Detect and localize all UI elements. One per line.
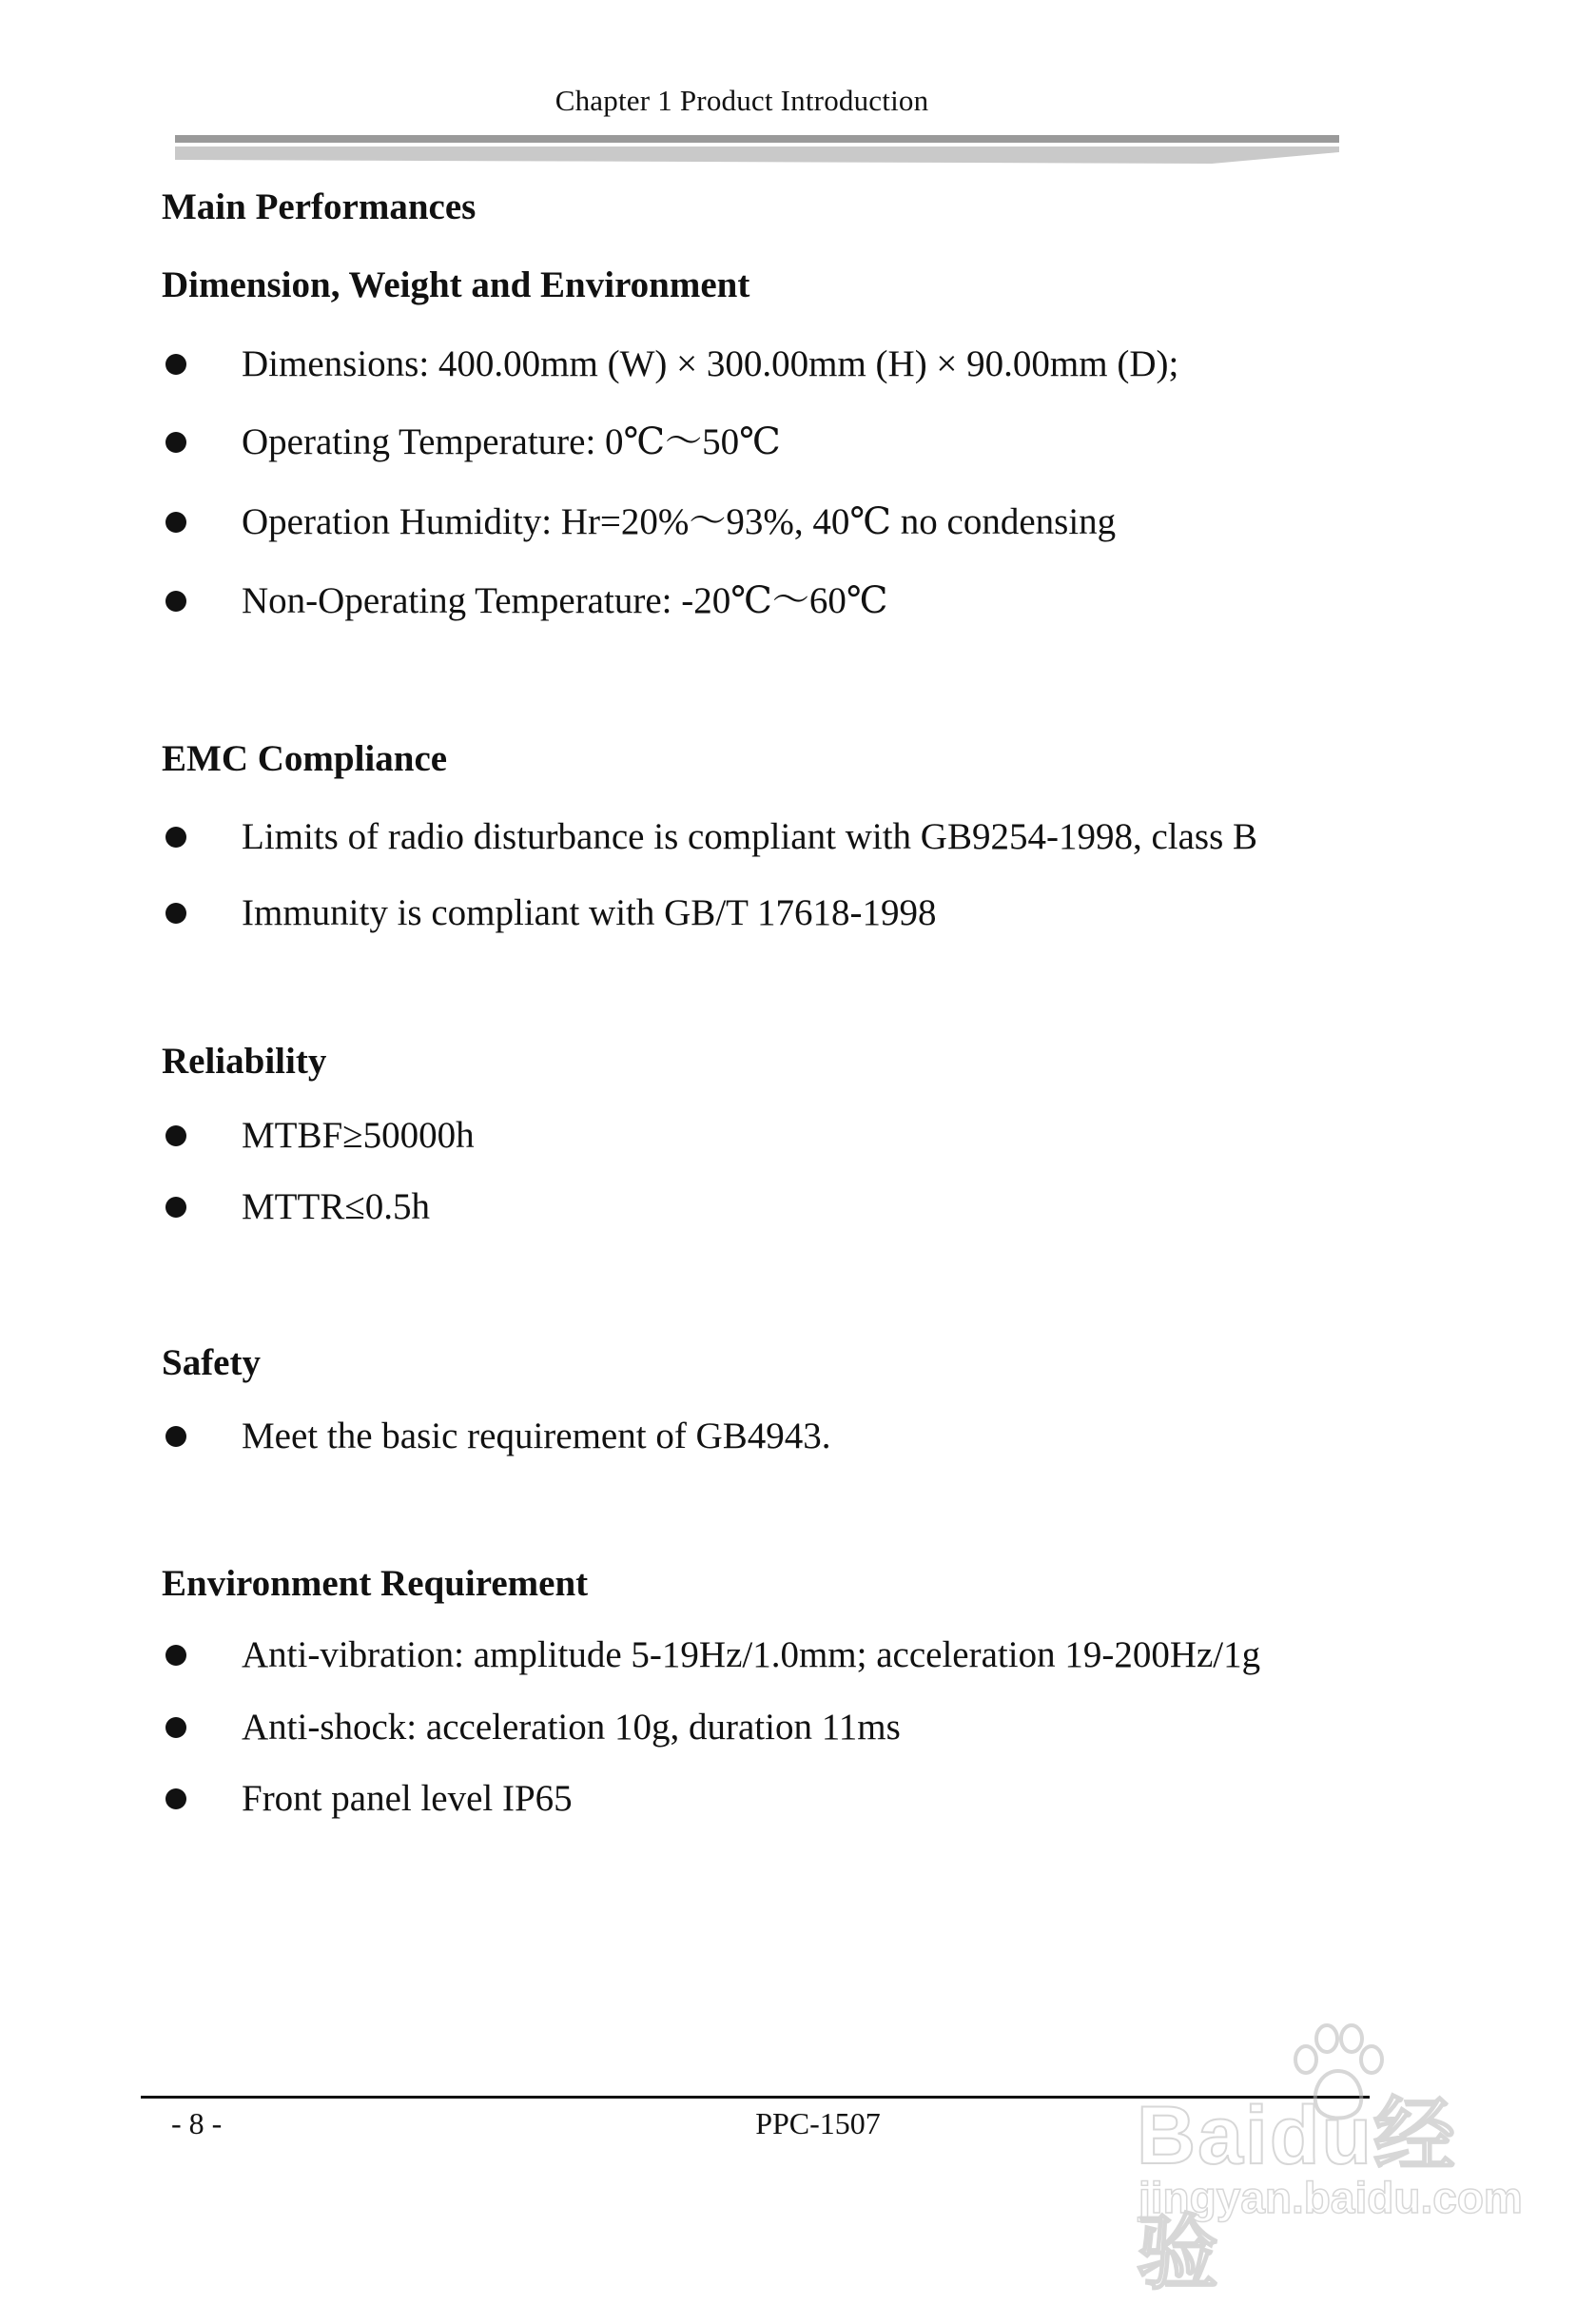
chapter-header: Chapter 1 Product Introduction <box>555 84 929 117</box>
bullet-icon <box>165 432 186 453</box>
section-dimension-list <box>162 343 1398 622</box>
bullet-icon <box>165 1645 186 1666</box>
baidu-watermark <box>1137 2022 1523 2299</box>
list-item: Operating Temperature: 0℃～50℃ <box>162 421 1398 463</box>
watermark-logo-text: Baidu经验 <box>1137 2090 1457 2299</box>
bullet-icon <box>165 1197 186 1218</box>
bullet-icon <box>165 354 186 375</box>
section-safety-title: Safety <box>162 1342 261 1383</box>
section-dimension-title: Dimension, Weight and Environment <box>162 264 750 305</box>
bullet-icon <box>165 827 186 848</box>
list-item: Non-Operating Temperature: -20℃～60℃ <box>162 580 1398 622</box>
section-safety-list <box>162 1416 1398 1457</box>
section-reliability-title: Reliability <box>162 1041 327 1082</box>
page-number: - 8 - <box>171 2106 223 2140</box>
page-title: Main Performances <box>162 186 477 227</box>
document-body <box>162 181 1398 1820</box>
list-item: Dimensions: 400.00mm (W) × 300.00mm (H) × 90.00mm (D); <box>162 343 1398 385</box>
list-item: MTTR≤0.5h <box>162 1186 1398 1228</box>
list-item: Anti-shock: acceleration 10g, duration 11ms <box>162 1707 1398 1748</box>
section-environment-title: Environment Requirement <box>162 1563 589 1604</box>
bullet-icon <box>165 1426 186 1447</box>
section-reliability-list <box>162 1115 1398 1228</box>
list-item: Front panel level IP65 <box>162 1778 1398 1820</box>
bullet-icon <box>165 1788 186 1809</box>
list-item: Anti-vibration: amplitude 5-19Hz/1.0mm; acceleration 19-200Hz/1g <box>162 1634 1398 1676</box>
list-item: MTBF≥50000h <box>162 1115 1398 1157</box>
list-item: Limits of radio disturbance is compliant with GB9254-1998, class B <box>162 816 1398 858</box>
list-item: Immunity is compliant with GB/T 17618-1998 <box>162 892 1398 934</box>
watermark-url: jingyan.baidu.com <box>1139 2173 1523 2222</box>
section-environment-list <box>162 1634 1398 1820</box>
list-item: Meet the basic requirement of GB4943. <box>162 1416 1398 1457</box>
bullet-icon <box>165 591 186 612</box>
list-item: Operation Humidity: Hr=20%～93%, 40℃ no condensing <box>162 501 1398 543</box>
section-emc-list <box>162 816 1398 934</box>
bullet-icon <box>165 903 186 924</box>
header-rule <box>175 131 1339 173</box>
bullet-icon <box>165 512 186 533</box>
bullet-icon <box>165 1125 186 1146</box>
bullet-icon <box>165 1717 186 1738</box>
footer-model-name: PPC-1507 <box>755 2106 881 2140</box>
section-emc-title: EMC Compliance <box>162 738 448 779</box>
